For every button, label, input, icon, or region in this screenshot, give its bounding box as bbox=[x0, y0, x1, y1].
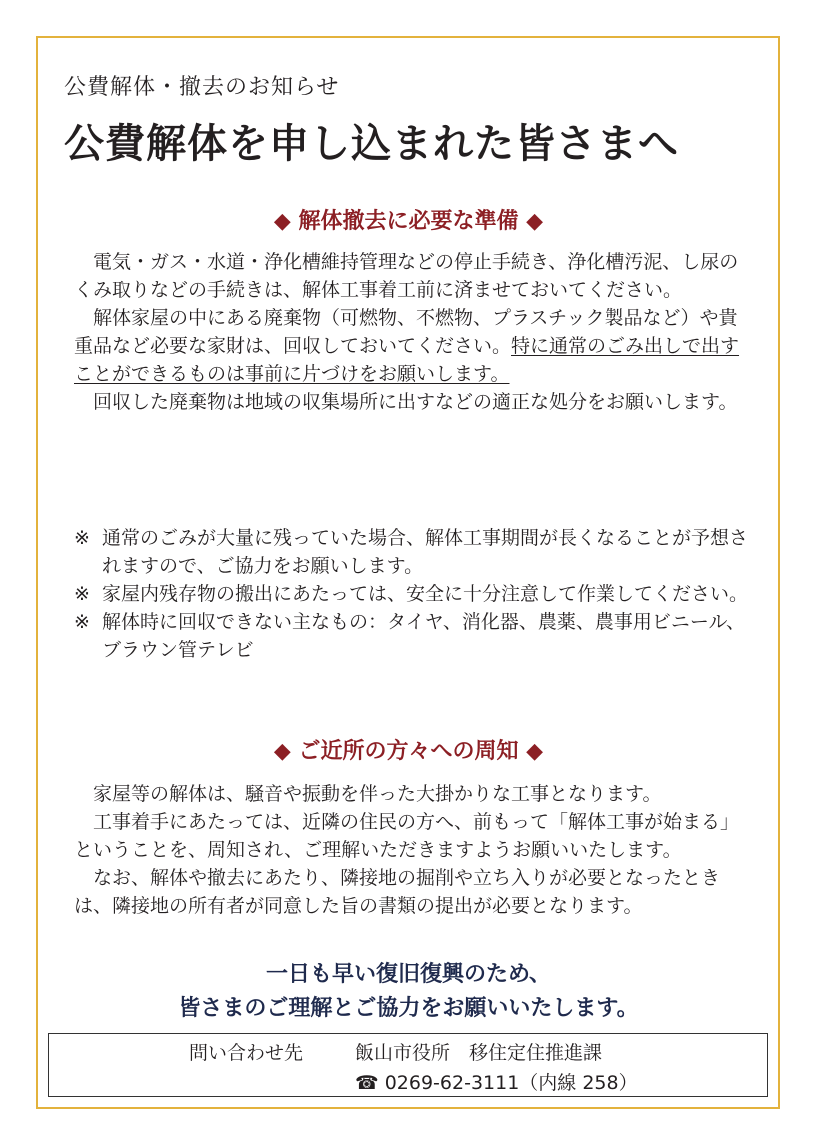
closing-line-2: 皆さまのご理解とご協力をお願いいたします。 bbox=[178, 996, 639, 1021]
paragraph-proper-disposal: 回収した廃棄物は地域の収集場所に出すなどの適正な処分をお願いします。 bbox=[93, 391, 738, 413]
note-item bbox=[74, 580, 750, 608]
note-mark: ※ bbox=[74, 611, 90, 633]
paragraph-adjacent-land: なお、解体や撤去にあたり、隣接地の掘削や立ち入りが必要となったときは、隣接地の所有者が同意した旨の書類の提出が必要となります。 bbox=[74, 867, 721, 917]
underlined-notice: 特に通常のごみ出しで出すことができるものは事前に片づけをお願いします。 bbox=[74, 335, 740, 385]
note-text: 解体時に回収できない主なもの：タイヤ、消化器、農薬、農事用ビニール、ブラウン管テレビ bbox=[102, 611, 745, 661]
section-heading-neighbors: ◆ ご近所の方々への周知 ◆ bbox=[273, 739, 544, 764]
paragraph-waste-collection bbox=[74, 304, 750, 388]
contact-box bbox=[48, 1033, 768, 1097]
section-heading-preparation: ◆ 解体撤去に必要な準備 ◆ bbox=[273, 209, 544, 234]
contact-organization: 飯山市役所 移住定住推進課 bbox=[355, 1042, 603, 1064]
paragraph-waste-collection-text: 解体家屋の中にある廃棄物（可燃物、不燃物、プラスチック製品など）や貴重品など必要な家財は、回収しておいてください。 bbox=[74, 307, 738, 357]
note-item bbox=[74, 608, 750, 664]
paragraph-stop-procedures: 電気・ガス・水道・浄化槽維持管理などの停止手続き、浄化槽汚泥、し尿のくみ取りなどの手続きは、解体工事着工前に済ませておいてください。 bbox=[74, 251, 739, 301]
contact-phone: ☎ 0269-62-3111（内線 258） bbox=[355, 1072, 638, 1094]
notes-list bbox=[74, 524, 750, 664]
note-text: 家屋内残存物の搬出にあたっては、安全に十分注意して作業してください。 bbox=[102, 583, 749, 605]
page-title: 公費解体を申し込まれた皆さまへ bbox=[64, 121, 679, 167]
paragraph-noise-vibration: 家屋等の解体は、騒音や振動を伴った大掛かりな工事となります。 bbox=[93, 783, 662, 805]
note-item bbox=[74, 524, 750, 580]
note-text: 通常のごみが大量に残っていた場合、解体工事期間が長くなることが予想されますので、ご協力をお願いします。 bbox=[102, 527, 749, 577]
notice-kicker: 公費解体・撤去のお知らせ bbox=[64, 75, 340, 100]
closing-line-1: 一日も早い復旧復興のため、 bbox=[265, 962, 552, 987]
closing-message bbox=[0, 958, 817, 1026]
paragraph-notify-neighbors: 工事着手にあたっては、近隣の住民の方へ、前もって「解体工事が始まる」ということを、周知され、ご理解いただきますようお願いいたします。 bbox=[74, 811, 740, 861]
note-mark: ※ bbox=[74, 583, 90, 605]
contact-label: 問い合わせ先 bbox=[189, 1042, 304, 1064]
note-mark: ※ bbox=[74, 527, 90, 549]
section-neighbors-body bbox=[74, 780, 750, 920]
section-preparation-body bbox=[74, 248, 750, 416]
